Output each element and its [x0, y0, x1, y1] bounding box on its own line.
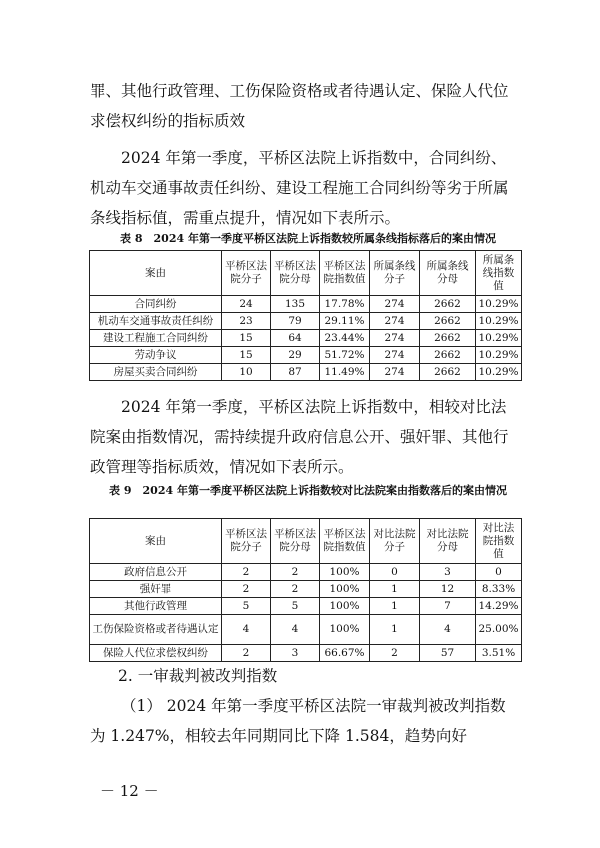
table-cell: 66.67%: [320, 645, 370, 662]
table-row: [90, 347, 522, 364]
table-cell: 23: [222, 313, 271, 330]
paragraph-1: 2024 年第一季度，平桥区法院上诉指数中，合同纠纷、机动车交通事故责任纠纷、建设工程施工合同纠纷等劣于所属条线指标值，需重点提升，情况如下表所示。: [90, 149, 509, 227]
table-cell: 10.29%: [476, 313, 522, 330]
table-cell: 2662: [420, 364, 476, 381]
table-cell: 保险人代位求偿权纠纷: [90, 645, 222, 662]
table-cell: 8.33%: [476, 581, 522, 598]
table-cell: 4: [222, 615, 271, 645]
table8-caption: 表 8 2024 年第一季度平桥区法院上诉指数较所属条线指标落后的案由情况: [120, 232, 496, 245]
table-cell: 3.51%: [476, 645, 522, 662]
table-cell: 5: [222, 598, 271, 615]
table-row: [90, 296, 522, 313]
table-cell: 24: [222, 296, 271, 313]
table9-header-cell: 对比法院分母: [420, 519, 476, 564]
table-cell: 17.78%: [320, 296, 370, 313]
table-cell: 2: [222, 564, 271, 581]
table8-header-cell: 平桥区法院分母: [271, 251, 320, 296]
table-cell: 100%: [320, 615, 370, 645]
table-cell: 2: [271, 564, 320, 581]
table8-header-cell: 所属条线分子: [370, 251, 420, 296]
table8-header-cell: 案由: [90, 251, 222, 296]
table8: [89, 250, 522, 381]
paragraph-2: 2024 年第一季度，平桥区法院上诉指数中，相较对比法院案由指数情况，需持续提升政府信息公开、强奸罪、其他行政管理等指标质效，情况如下表所示。: [90, 398, 509, 476]
table-cell: 2662: [420, 296, 476, 313]
table-cell: 7: [420, 598, 476, 615]
table9-caption: 表 9 2024 年第一季度平桥区法院上诉指数较对比法院案由指数落后的案由情况: [109, 484, 507, 497]
table-cell: 274: [370, 347, 420, 364]
table-cell: 4: [271, 615, 320, 645]
table-cell: 12: [420, 581, 476, 598]
table-cell: 274: [370, 296, 420, 313]
table-cell: 0: [476, 564, 522, 581]
table-cell: 10.29%: [476, 347, 522, 364]
table8-header-cell: 平桥区法院分子: [222, 251, 271, 296]
table8-header-cell: 所属条线分母: [420, 251, 476, 296]
table-cell: 274: [370, 330, 420, 347]
table-row: [90, 581, 522, 598]
table-cell: 11.49%: [320, 364, 370, 381]
table-cell: 100%: [320, 581, 370, 598]
table-cell: 3: [271, 645, 320, 662]
table9: [89, 518, 522, 662]
table-cell: 5: [271, 598, 320, 615]
table8-header-row: [90, 251, 522, 296]
table-cell: 14.29%: [476, 598, 522, 615]
table-row: [90, 364, 522, 381]
table-cell: 合同纠纷: [90, 296, 222, 313]
paragraph-3: （1） 2024 年第一季度平桥区法院一审裁判被改判指数为 1.247%，相较去年同期同比下降 1.584，趋势向好: [90, 697, 506, 745]
table9-header-cell: 对比法院分子: [370, 519, 420, 564]
table-row: [90, 645, 522, 662]
table-cell: 2: [222, 581, 271, 598]
table-cell: 1: [370, 581, 420, 598]
table-cell: 政府信息公开: [90, 564, 222, 581]
table-cell: 2662: [420, 347, 476, 364]
table-cell: 25.00%: [476, 615, 522, 645]
table-cell: 4: [420, 615, 476, 645]
paragraph-continued: 罪、其他行政管理、工伤保险资格或者待遇认定、保险人代位求偿权纠纷的指标质效: [90, 82, 509, 130]
table-cell: 10.29%: [476, 330, 522, 347]
table-cell: 其他行政管理: [90, 598, 222, 615]
table-cell: 274: [370, 313, 420, 330]
table-cell: 2: [222, 645, 271, 662]
table-cell: 1: [370, 598, 420, 615]
table-cell: 100%: [320, 564, 370, 581]
table8-header-cell: 平桥区法院指数值: [320, 251, 370, 296]
table-cell: 15: [222, 347, 271, 364]
table-row: [90, 564, 522, 581]
page-number: － 12 －: [100, 782, 159, 800]
table9-header-cell: 对比法院指数值: [476, 519, 522, 564]
table-cell: 机动车交通事故责任纠纷: [90, 313, 222, 330]
table-cell: 10.29%: [476, 296, 522, 313]
table-cell: 0: [370, 564, 420, 581]
table-cell: 劳动争议: [90, 347, 222, 364]
table-row: [90, 598, 522, 615]
table-cell: 274: [370, 364, 420, 381]
table9-header-cell: 平桥区法院分子: [222, 519, 271, 564]
table-row: [90, 330, 522, 347]
table-cell: 2662: [420, 330, 476, 347]
table-row: [90, 615, 522, 645]
table9-header-row: [90, 519, 522, 564]
table-cell: 23.44%: [320, 330, 370, 347]
table-cell: 87: [271, 364, 320, 381]
table-cell: 64: [271, 330, 320, 347]
table-cell: 房屋买卖合同纠纷: [90, 364, 222, 381]
table-cell: 29: [271, 347, 320, 364]
table-cell: 15: [222, 330, 271, 347]
table-cell: 2: [370, 645, 420, 662]
table-cell: 3: [420, 564, 476, 581]
table-cell: 79: [271, 313, 320, 330]
table-cell: 10: [222, 364, 271, 381]
section-heading: 2. 一审裁判被改判指数: [118, 667, 278, 685]
table8-header-cell: 所属条线指数值: [476, 251, 522, 296]
table-cell: 1: [370, 615, 420, 645]
table-cell: 强奸罪: [90, 581, 222, 598]
table9-header-cell: 平桥区法院指数值: [320, 519, 370, 564]
table-cell: 2662: [420, 313, 476, 330]
table9-header-cell: 案由: [90, 519, 222, 564]
table-cell: 57: [420, 645, 476, 662]
table-cell: 135: [271, 296, 320, 313]
table-cell: 建设工程施工合同纠纷: [90, 330, 222, 347]
table-cell: 2: [271, 581, 320, 598]
table-row: [90, 313, 522, 330]
table-cell: 10.29%: [476, 364, 522, 381]
table-cell: 100%: [320, 598, 370, 615]
table-cell: 51.72%: [320, 347, 370, 364]
table-cell: 29.11%: [320, 313, 370, 330]
table9-header-cell: 平桥区法院分母: [271, 519, 320, 564]
table-cell: 工伤保险资格或者待遇认定: [90, 615, 222, 645]
